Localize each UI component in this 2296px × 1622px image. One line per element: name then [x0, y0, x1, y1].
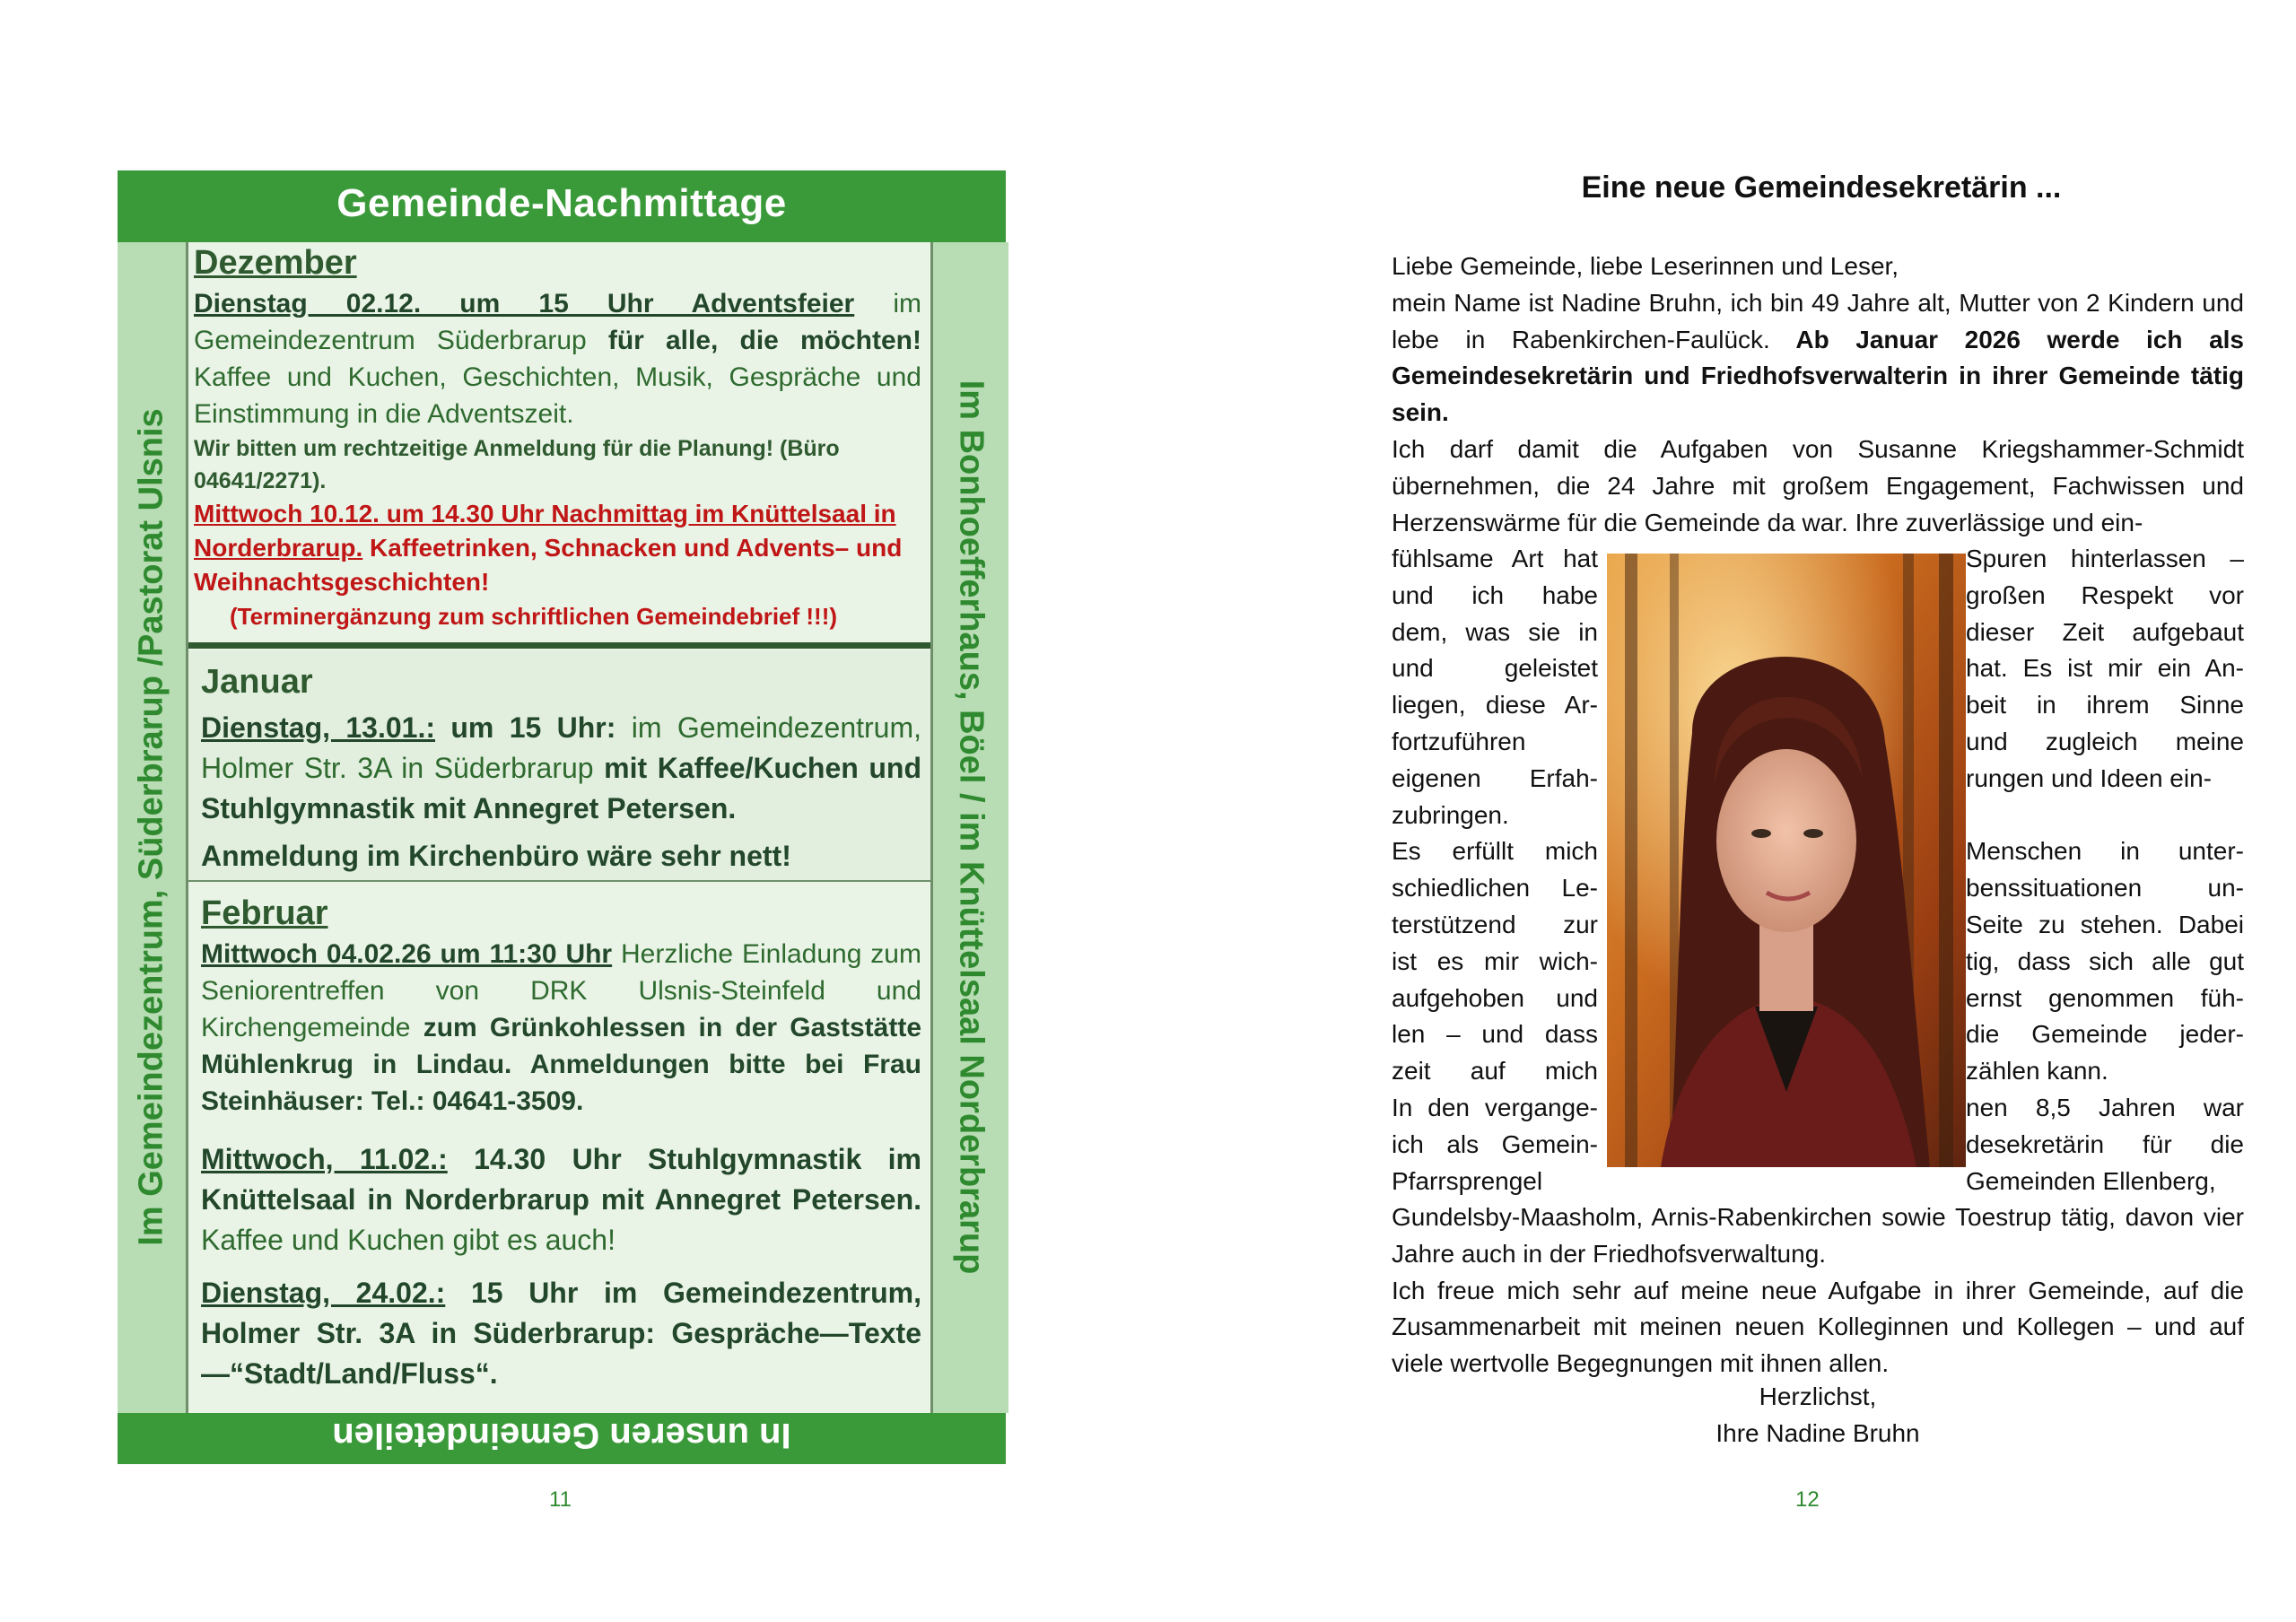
- header-title: Gemeinde-Nachmittage: [336, 181, 787, 225]
- column-line: die Gemeinde jeder-: [1966, 1020, 2244, 1049]
- column-line: dieser Zeit aufgebaut: [1966, 617, 2244, 646]
- column-line: In den vergange-: [1392, 1093, 1598, 1121]
- column-line: Es erfüllt mich: [1392, 837, 1598, 866]
- column-line: fortzuführen: [1392, 727, 1526, 755]
- greeting: Liebe Gemeinde, liebe Leserinnen und Leser,: [1392, 252, 1899, 280]
- intro-paragraph: mein Name ist Nadine Bruhn, ich bin 49 Jahre alt, Mutter von 2 Kindern und lebe in Rabenkirchen-Faulück. Ab Januar 2026 werde ich als Gemeindesekretärin und Friedhofsverwalterin in ihrer Gemeinde tätig sein.: [1392, 288, 2244, 427]
- column-line: und geleistet: [1392, 654, 1598, 683]
- side-banner-right: [930, 242, 1008, 1413]
- column-line: großen Respekt vor: [1966, 580, 2244, 609]
- signature: Ihre Nadine Bruhn: [1715, 1419, 1920, 1447]
- event-date: Dienstag, 24.02.:: [201, 1276, 446, 1309]
- column-line: Pfarrsprengel: [1392, 1166, 1543, 1195]
- column-line: terstützend zur: [1392, 910, 1598, 938]
- event-text: Anmeldung im Kirchenbüro wäre sehr nett!: [201, 839, 791, 872]
- event-text: Dienstag, 13.01.: um 15 Uhr: im Gemeindezentrum, Holmer Str. 3A in Süderbrarup mit Kaffee/Kuchen und Stuhlgymnastik mit Annegret Petersen.: [201, 711, 922, 824]
- column-line: benssituationen un-: [1966, 874, 2244, 903]
- header-band: [118, 170, 1006, 242]
- month-heading: Januar: [201, 663, 313, 701]
- article-title: Eine neue Gemeindesekretärin ...: [1581, 170, 2062, 205]
- column-line: Gemeinden Ellenberg,: [1966, 1166, 2216, 1195]
- column-line: Menschen in unter-: [1966, 837, 2244, 866]
- column-line: ist es mir wich-: [1392, 946, 1598, 975]
- column-line: dem, was sie in: [1392, 617, 1598, 646]
- portrait-photo: [1607, 554, 1966, 1167]
- registration-notice: Wir bitten um rechtzeitige Anmeldung für die Planung! (Büro 04641/2271).: [194, 435, 840, 493]
- text-column-right: [1966, 541, 2244, 1199]
- footer-title-upside-down: In unseren Gemeindeteilen: [332, 1416, 791, 1455]
- side-right-text: Im Bonhoefferhaus, Böel / im Knüttelsaal Norderbrarup: [952, 379, 991, 1275]
- column-line: eigenen Erfah-: [1392, 763, 1598, 792]
- column-line: Spuren hinterlassen –: [1966, 545, 2244, 572]
- column-line: ich als Gemein-: [1392, 1129, 1598, 1158]
- column-line: nen 8,5 Jahren war: [1966, 1093, 2244, 1121]
- event-text-red: Mittwoch 10.12. um 14.30 Uhr Nachmittag im Knüttelsaal in Norderbrarup. Kaffeetrinken, Schnacken und Advents– und Weihnachtsgeschichten!: [194, 499, 903, 596]
- event-text: Dienstag, 24.02.: 15 Uhr im Gemeindezentrum, Holmer Str. 3A in Süderbrarup: Gespräche—Texte—“Stadt/Land/Fluss“.: [201, 1276, 922, 1390]
- column-line: zeit auf mich: [1392, 1057, 1598, 1086]
- section-januar: [188, 650, 930, 882]
- section-divider: [188, 642, 930, 649]
- column-line: aufgehoben und: [1392, 983, 1598, 1012]
- month-heading: Dezember: [194, 244, 357, 282]
- column-line: und zugleich meine: [1966, 727, 2244, 755]
- event-text: Mittwoch 04.02.26 um 11:30 Uhr Herzliche Einladung zum Seniorentreffen von DRK Ulsnis-Steinfeld und Kirchengemeinde zum Grünkohlessen in der Gaststätte Mühlenkrug in Lindau. Anmeldungen bitte bei Frau Steinhäuser: Tel.: 04641-3509.: [201, 938, 921, 1116]
- column-line: rungen und Ideen ein-: [1966, 763, 2212, 792]
- text-column-left: [1392, 541, 1598, 1199]
- event-date: Dienstag 02.12. um 15 Uhr Adventsfeier: [194, 288, 855, 318]
- section-dezember: [188, 242, 930, 641]
- footer-band: [118, 1413, 1006, 1464]
- event-date: Mittwoch 04.02.26 um 11:30 Uhr: [201, 938, 613, 969]
- events-content: [188, 242, 930, 1413]
- event-date: Dienstag, 13.01.:: [201, 711, 436, 744]
- column-line: len – und dass: [1392, 1020, 1598, 1049]
- column-line: [1966, 798, 2244, 834]
- column-line: liegen, diese Ar-: [1392, 691, 1598, 719]
- addendum-note: (Terminergänzung zum schriftlichen Gemeindebrief !!!): [230, 602, 838, 630]
- month-heading: Februar: [201, 894, 328, 932]
- column-line: und ich habe: [1392, 580, 1598, 609]
- page-number-right: 12: [1795, 1487, 1820, 1512]
- column-line: schiedlichen Le-: [1392, 874, 1598, 903]
- paragraph-4: Ich freue mich sehr auf meine neue Aufgabe in ihrer Gemeinde, auf die Zusammenarbeit mit meinen neuen Kolleginnen und Kollegen – und auf viele wertvolle Begegnungen mit ihnen allen.: [1392, 1276, 2244, 1378]
- article-intro: [1392, 249, 2244, 541]
- section-februar: [188, 884, 930, 1413]
- event-text: Mittwoch, 11.02.: 14.30 Uhr Stuhlgymnastik im Knüttelsaal in Norderbrarup mit Annegret Petersen. Kaffee und Kuchen gibt es auch!: [201, 1142, 922, 1256]
- paragraph-3: Gundelsby-Maasholm, Arnis-Rabenkirchen sowie Toestrup tätig, davon vier Jahre auch in der Friedhofsverwaltung.: [1392, 1203, 2244, 1268]
- column-line: hat. Es ist mir ein An-: [1966, 654, 2244, 683]
- column-line: ernst genommen füh-: [1966, 983, 2244, 1012]
- column-line: Seite zu stehen. Dabei: [1966, 910, 2244, 938]
- article-continuation: [1392, 1199, 2244, 1382]
- column-line: beit in ihrem Sinne: [1966, 691, 2244, 719]
- closing: Herzlichst,: [1759, 1382, 1877, 1410]
- event-date: Mittwoch, 11.02.:: [201, 1142, 448, 1175]
- paragraph-2: Ich darf damit die Aufgaben von Susanne Kriegshammer-Schmidt übernehmen, die 24 Jahre mit großem Engagement, Fachwissen und Herzenswärme für die Gemeinde da war. Ihre zuverlässige und ein-: [1392, 434, 2244, 536]
- side-banner-left: [118, 242, 188, 1413]
- page-number-left: 11: [549, 1487, 572, 1512]
- column-line: fühlsame Art hat: [1392, 545, 1598, 572]
- column-line: zählen kann.: [1966, 1057, 2108, 1086]
- gemeinde-nachmittage-box: [118, 170, 1006, 1464]
- event-text: Dienstag 02.12. um 15 Uhr Adventsfeier im Gemeindezentrum Süderbrarup für alle, die möchten! Kaffee und Kuchen, Geschichten, Musik, Gespräche und Einstimmung in die Adventszeit.: [194, 288, 921, 429]
- column-line: desekretärin für die: [1966, 1129, 2244, 1158]
- side-left-text: Im Gemeindezentrum, Süderbrarup /Pastorat Ulsnis: [132, 408, 170, 1246]
- column-line: zubringen.: [1392, 800, 1509, 829]
- column-line: tig, dass sich alle gut: [1966, 946, 2244, 975]
